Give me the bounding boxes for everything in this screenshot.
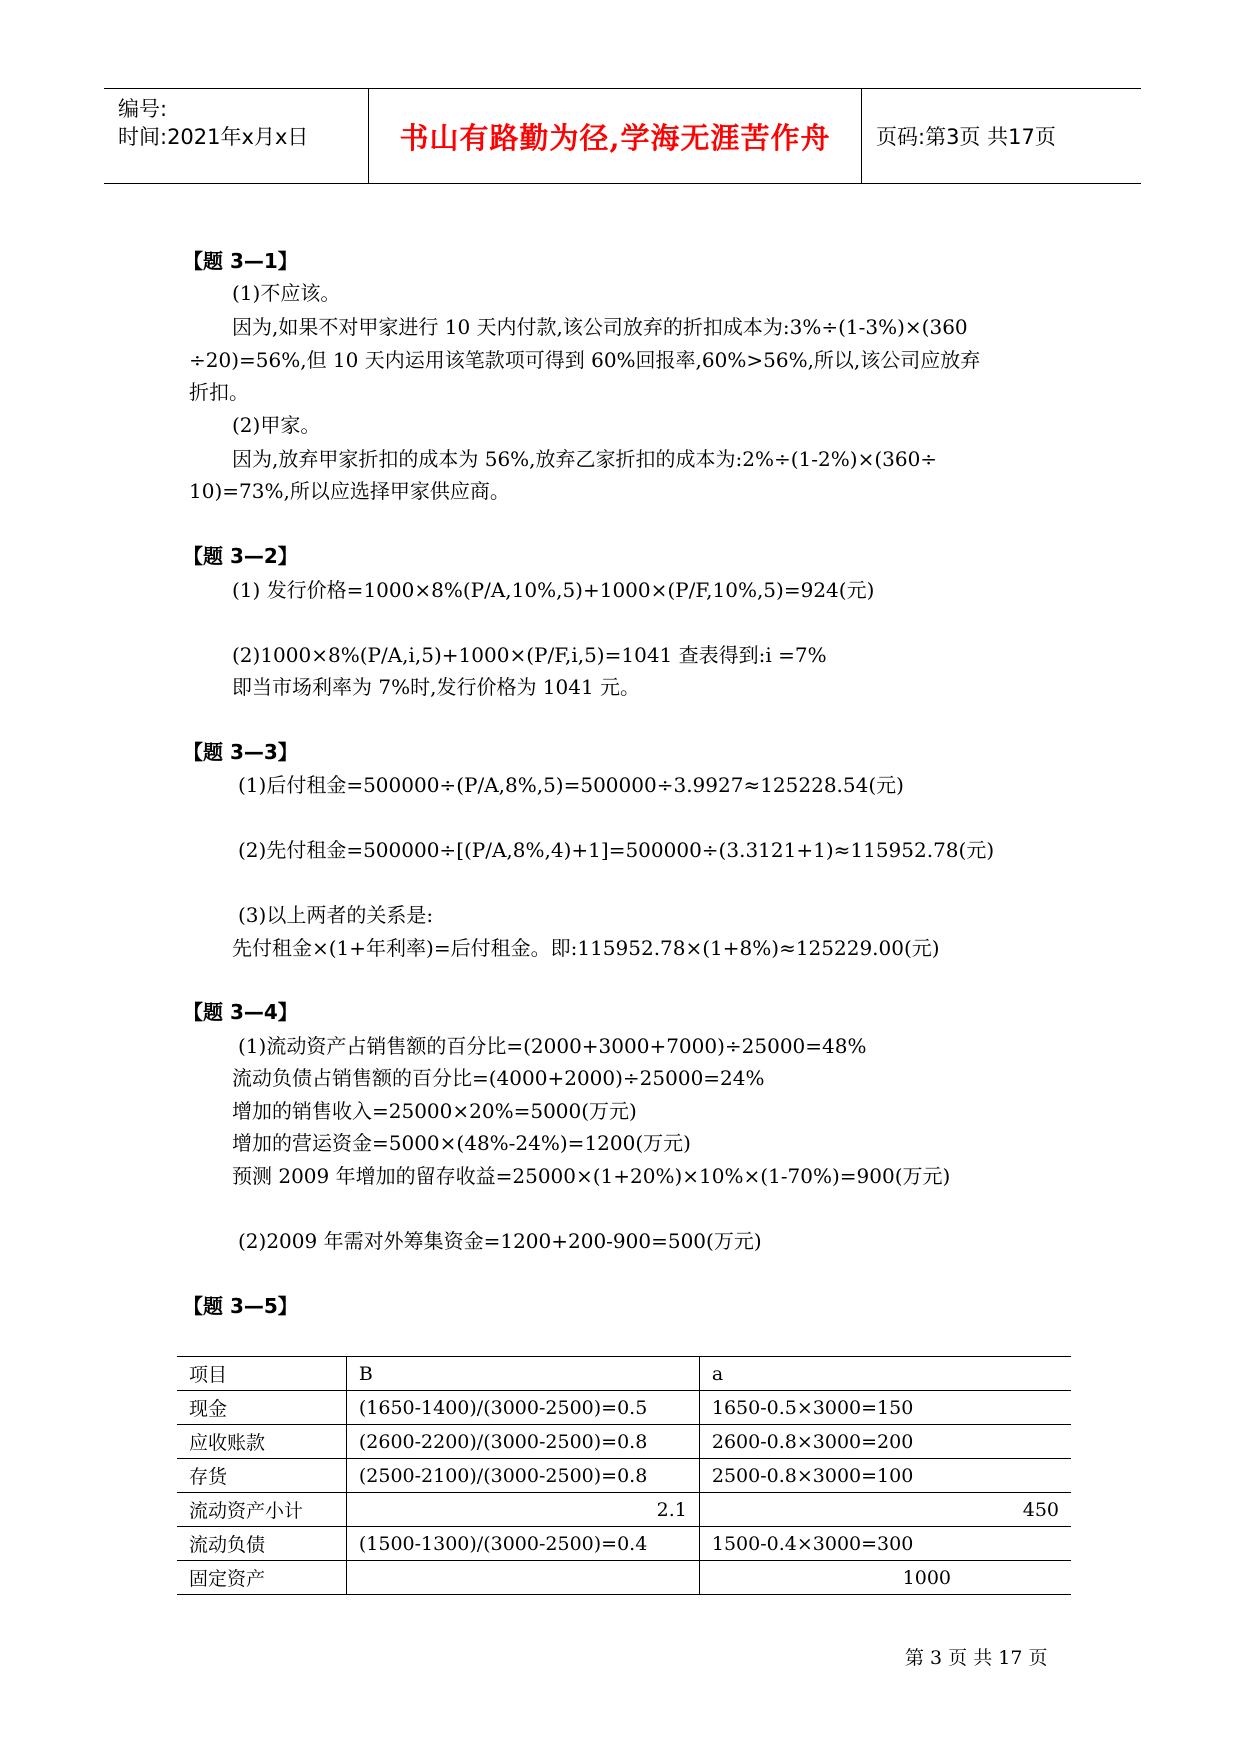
q1-line: ÷20)=56%,但 10 天内运用该笔款项可得到 60%回报率,60%>56%,所以,该公司应放弃 — [189, 348, 981, 372]
q1-line: (2)甲家。 — [232, 413, 321, 437]
table-cell: 现金 — [177, 1391, 346, 1425]
header-meta — [104, 89, 369, 183]
table-cell: 存货 — [177, 1459, 346, 1493]
table-cell: 固定资产 — [177, 1561, 346, 1595]
time-label: 时间:2021年x月x日 — [118, 125, 309, 149]
q2-title: 【题 3—2】 — [183, 544, 298, 568]
table-row — [177, 1561, 1071, 1595]
q1-line: 10)=73%,所以应选择甲家供应商。 — [189, 479, 510, 503]
table-cell: 流动负债 — [177, 1527, 346, 1561]
q4-line: 增加的营运资金=5000×(48%-24%)=1200(万元) — [232, 1131, 691, 1155]
table-header-cell: 项目 — [177, 1357, 346, 1391]
q5-title: 【题 3—5】 — [183, 1294, 298, 1318]
q4-line: 流动负债占销售额的百分比=(4000+2000)÷25000=24% — [232, 1066, 765, 1090]
table-cell: (2600-2200)/(3000-2500)=0.8 — [346, 1425, 699, 1459]
q3-line: (2)先付租金=500000÷[(P/A,8%,4)+1]=500000÷(3.3121+1)≈115952.78(元) — [238, 838, 995, 862]
header-motto-cell — [369, 89, 862, 183]
table-row — [177, 1493, 1071, 1527]
q4-title: 【题 3—4】 — [183, 1000, 298, 1024]
q4-line: 增加的销售收入=25000×20%=5000(万元) — [232, 1099, 637, 1123]
q3-line: (3)以上两者的关系是: — [238, 903, 434, 927]
page-header — [104, 88, 1141, 184]
number-label: 编号: — [118, 97, 168, 121]
q1-line: 因为,放弃甲家折扣的成本为 56%,放弃乙家折扣的成本为:2%÷(1-2%)×(360÷ — [232, 447, 938, 471]
q4-line: (2)2009 年需对外筹集资金=1200+200-900=500(万元) — [238, 1229, 762, 1253]
page-footer: 第 3 页 共 17 页 — [905, 1647, 1048, 1669]
q2-line: (2)1000×8%(P/A,i,5)+1000×(P/F,i,5)=1041 查表得到:i =7% — [232, 643, 827, 667]
q1-line: (1)不应该。 — [232, 281, 341, 305]
table-row — [177, 1391, 1071, 1425]
table-cell: 2500-0.8×3000=100 — [699, 1459, 1071, 1493]
table-header-row — [177, 1357, 1071, 1391]
table-cell: 1500-0.4×3000=300 — [699, 1527, 1071, 1561]
q5-table — [177, 1356, 1071, 1595]
q3-line: (1)后付租金=500000÷(P/A,8%,5)=500000÷3.9927≈125228.54(元) — [238, 773, 904, 797]
q1-title: 【题 3—1】 — [183, 249, 298, 273]
q1-line: 折扣。 — [189, 380, 249, 404]
table-header-cell: a — [699, 1357, 1071, 1391]
table-row — [177, 1459, 1071, 1493]
motto: 书山有路勤为径,学海无涯苦作舟 — [399, 120, 831, 155]
q4-line: 预测 2009 年增加的留存收益=25000×(1+20%)×10%×(1-70%)=900(万元) — [232, 1164, 951, 1188]
table-cell: 450 — [699, 1493, 1071, 1527]
table-row — [177, 1425, 1071, 1459]
table-cell: (1500-1300)/(3000-2500)=0.4 — [346, 1527, 699, 1561]
table-cell — [346, 1561, 699, 1595]
table-cell: 流动资产小计 — [177, 1493, 346, 1527]
table-cell: (2500-2100)/(3000-2500)=0.8 — [346, 1459, 699, 1493]
table-cell: (1650-1400)/(3000-2500)=0.5 — [346, 1391, 699, 1425]
q3-line: 先付租金×(1+年利率)=后付租金。即:115952.78×(1+8%)≈125229.00(元) — [232, 936, 940, 960]
q3-title: 【题 3—3】 — [183, 740, 298, 764]
q1-line: 因为,如果不对甲家进行 10 天内付款,该公司放弃的折扣成本为:3%÷(1-3%)×(360 — [232, 315, 968, 339]
page-info: 页码:第3页 共17页 — [876, 125, 1056, 149]
table-cell: 1650-0.5×3000=150 — [699, 1391, 1071, 1425]
q2-line: 即当市场利率为 7%时,发行价格为 1041 元。 — [232, 675, 641, 699]
table-cell: 2.1 — [346, 1493, 699, 1527]
table-header-cell: B — [346, 1357, 699, 1391]
table-cell: 1000 — [699, 1561, 1071, 1595]
q2-line: (1) 发行价格=1000×8%(P/A,10%,5)+1000×(P/F,10%,5)=924(元) — [232, 578, 875, 602]
table-row — [177, 1527, 1071, 1561]
q4-line: (1)流动资产占销售额的百分比=(2000+3000+7000)÷25000=48% — [238, 1034, 867, 1058]
table-cell: 2600-0.8×3000=200 — [699, 1425, 1071, 1459]
table-cell: 应收账款 — [177, 1425, 346, 1459]
header-page-cell — [862, 89, 1141, 183]
